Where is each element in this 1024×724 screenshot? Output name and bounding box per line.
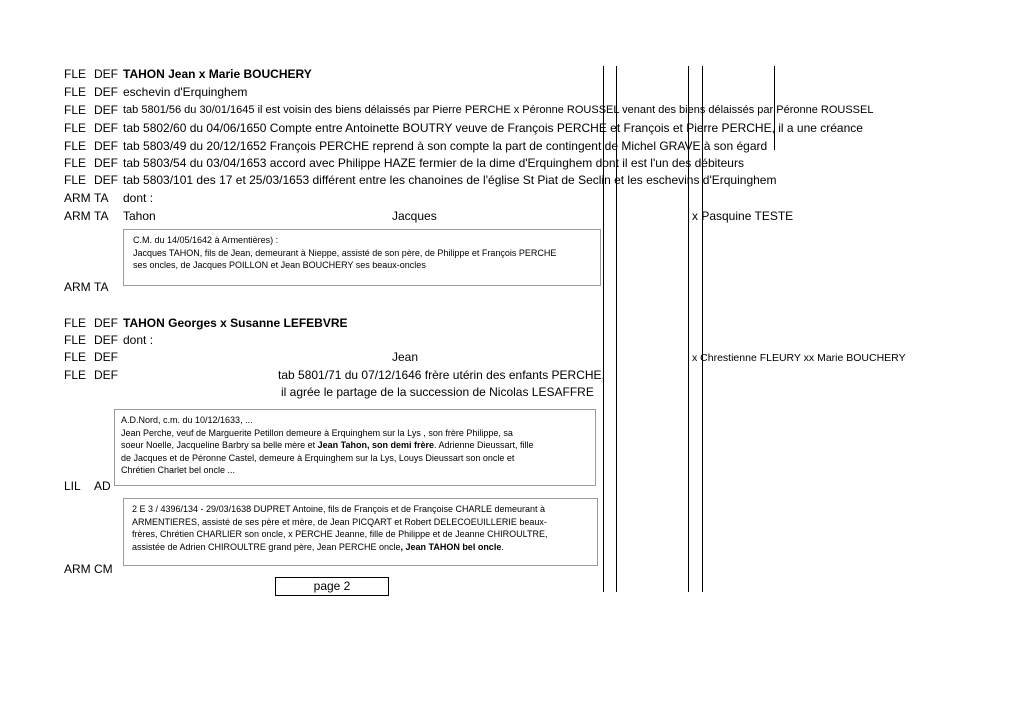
note-box	[123, 498, 598, 566]
note-line: 2 E 3 / 4396/134 - 29/03/1638 DUPRET Antoine, fils de François et de Françoise CHARLE demeurant à	[132, 504, 546, 514]
record-type: DEF	[94, 333, 118, 347]
note-text: soeur Noelle, Jacqueline Barbry sa belle mère et	[121, 440, 318, 450]
record-text: eschevin d'Erquinghem	[123, 85, 248, 99]
given-name: Jacques	[392, 209, 437, 223]
given-name: Jean	[392, 350, 419, 364]
note-line: C.M. du 14/05/1642 à Armentières) :	[133, 235, 279, 245]
family-heading: TAHON Georges x Susanne LEFEBVRE	[123, 316, 348, 330]
record-text: il agrée le partage de la succession de Nicolas LESAFFRE	[281, 385, 594, 399]
record-type: DEF	[94, 139, 118, 153]
note-line: de Jacques et de Péronne Castel, demeure à Erquinghem sur la Lys, Louys Dieussart son oncle et	[121, 452, 515, 463]
source-code: FLE	[64, 316, 87, 330]
record-text: tab 5803/101 des 17 et 25/03/1653 différent entre les chanoines de l'église St Piat de Seclin et les eschevins d'Erquinghem	[123, 173, 777, 187]
note-line: Jean Perche, veuf de Marguerite Petillon demeure à Erquinghem sur la Lys , son frère Philippe, sa	[121, 427, 513, 438]
family-heading: TAHON Jean x Marie BOUCHERY	[123, 67, 312, 81]
record-type: TA	[94, 209, 109, 223]
note-highlight: , Jean TAHON bel oncle	[400, 541, 502, 552]
record-type: DEF	[94, 67, 118, 81]
record-text: dont :	[123, 191, 154, 205]
record-type: DEF	[94, 156, 118, 170]
record-type: DEF	[94, 350, 118, 364]
source-code: FLE	[64, 333, 87, 347]
note-text: .	[501, 541, 504, 552]
record-text: tab 5801/71 du 07/12/1646 frère utérin des enfants PERCHE,	[278, 368, 605, 382]
note-highlight: Jean Tahon, son demi frère	[317, 440, 434, 450]
source-code: FLE	[64, 67, 87, 81]
spouse: x Chrestienne FLEURY xx Marie BOUCHERY	[692, 352, 906, 364]
source-code: FLE	[64, 368, 87, 382]
note-line: A.D.Nord, c.m. du 10/12/1633, ...	[121, 415, 253, 425]
page-label: page 2	[313, 579, 351, 593]
record-type: DEF	[94, 368, 118, 382]
record-type: DEF	[94, 121, 118, 135]
source-code: FLE	[64, 350, 87, 364]
source-code: ARM	[64, 209, 91, 223]
note-text: . Adrienne Dieussart, fille	[433, 440, 534, 450]
record-type: DEF	[94, 316, 118, 330]
record-type: DEF	[94, 85, 118, 99]
source-code: ARM	[64, 562, 91, 576]
source-code: ARM	[64, 191, 91, 205]
spouse: x Pasquine TESTE	[692, 209, 794, 223]
note-line	[121, 439, 587, 452]
record-text: tab 5803/54 du 03/04/1653 accord avec Philippe HAZE fermier de la dime d'Erquinghem dont il est l'un des débiteurs	[123, 156, 744, 170]
record-type: DEF	[94, 173, 118, 187]
source-code: FLE	[64, 121, 87, 135]
record-type: AD	[94, 479, 111, 493]
source-code: FLE	[64, 156, 87, 170]
source-code: LIL	[64, 479, 81, 493]
record-type: TA	[94, 280, 109, 294]
note-line: frères, Chrétien CHARLIER son oncle, x PERCHE Jeanne, fille de Philippe et de Jeanne CHIROULTRE,	[132, 529, 548, 539]
note-line: ses oncles, de Jacques POILLON et Jean BOUCHERY ses beaux-oncles	[133, 260, 426, 270]
record-text: tab 5803/49 du 20/12/1652 François PERCHE reprend à son compte la part de contingent de Michel GRAVE à son égard	[123, 139, 768, 153]
record-text: dont :	[123, 333, 154, 347]
note-box	[114, 409, 596, 486]
note-line	[132, 541, 589, 554]
page-number	[275, 577, 389, 596]
source-code: ARM	[64, 280, 91, 294]
record-type: CM	[94, 562, 113, 576]
source-code: FLE	[64, 85, 87, 99]
record-type: TA	[94, 191, 109, 205]
note-line: Jacques TAHON, fils de Jean, demeurant à Nieppe, assisté de son père, de Philippe et François PERCHE	[133, 247, 557, 258]
note-text: assistée de Adrien CHIROULTRE grand père, Jean PERCHE oncle	[132, 541, 401, 552]
source-code: FLE	[64, 139, 87, 153]
note-box	[123, 229, 601, 286]
record-text: tab 5801/56 du 30/01/1645 il est voisin des biens délaissés par Pierre PERCHE x Péronne ROUSSEL venant des biens délaissés par Péronne ROUSSEL	[123, 104, 874, 116]
record-text: tab 5802/60 du 04/06/1650 Compte entre Antoinette BOUTRY veuve de François PERCHE et François et Pierre PERCHE, il a une créance	[123, 121, 863, 135]
record-type: DEF	[94, 103, 118, 117]
source-code: FLE	[64, 173, 87, 187]
note-line: ARMENTIERES, assisté de ses père et mère, de Jean PICQART et Robert DELECOEUILLERIE beaux-	[132, 516, 547, 527]
source-code: FLE	[64, 103, 87, 117]
note-line: Chrétien Charlet bel oncle ...	[121, 465, 236, 475]
surname: Tahon	[123, 209, 156, 223]
